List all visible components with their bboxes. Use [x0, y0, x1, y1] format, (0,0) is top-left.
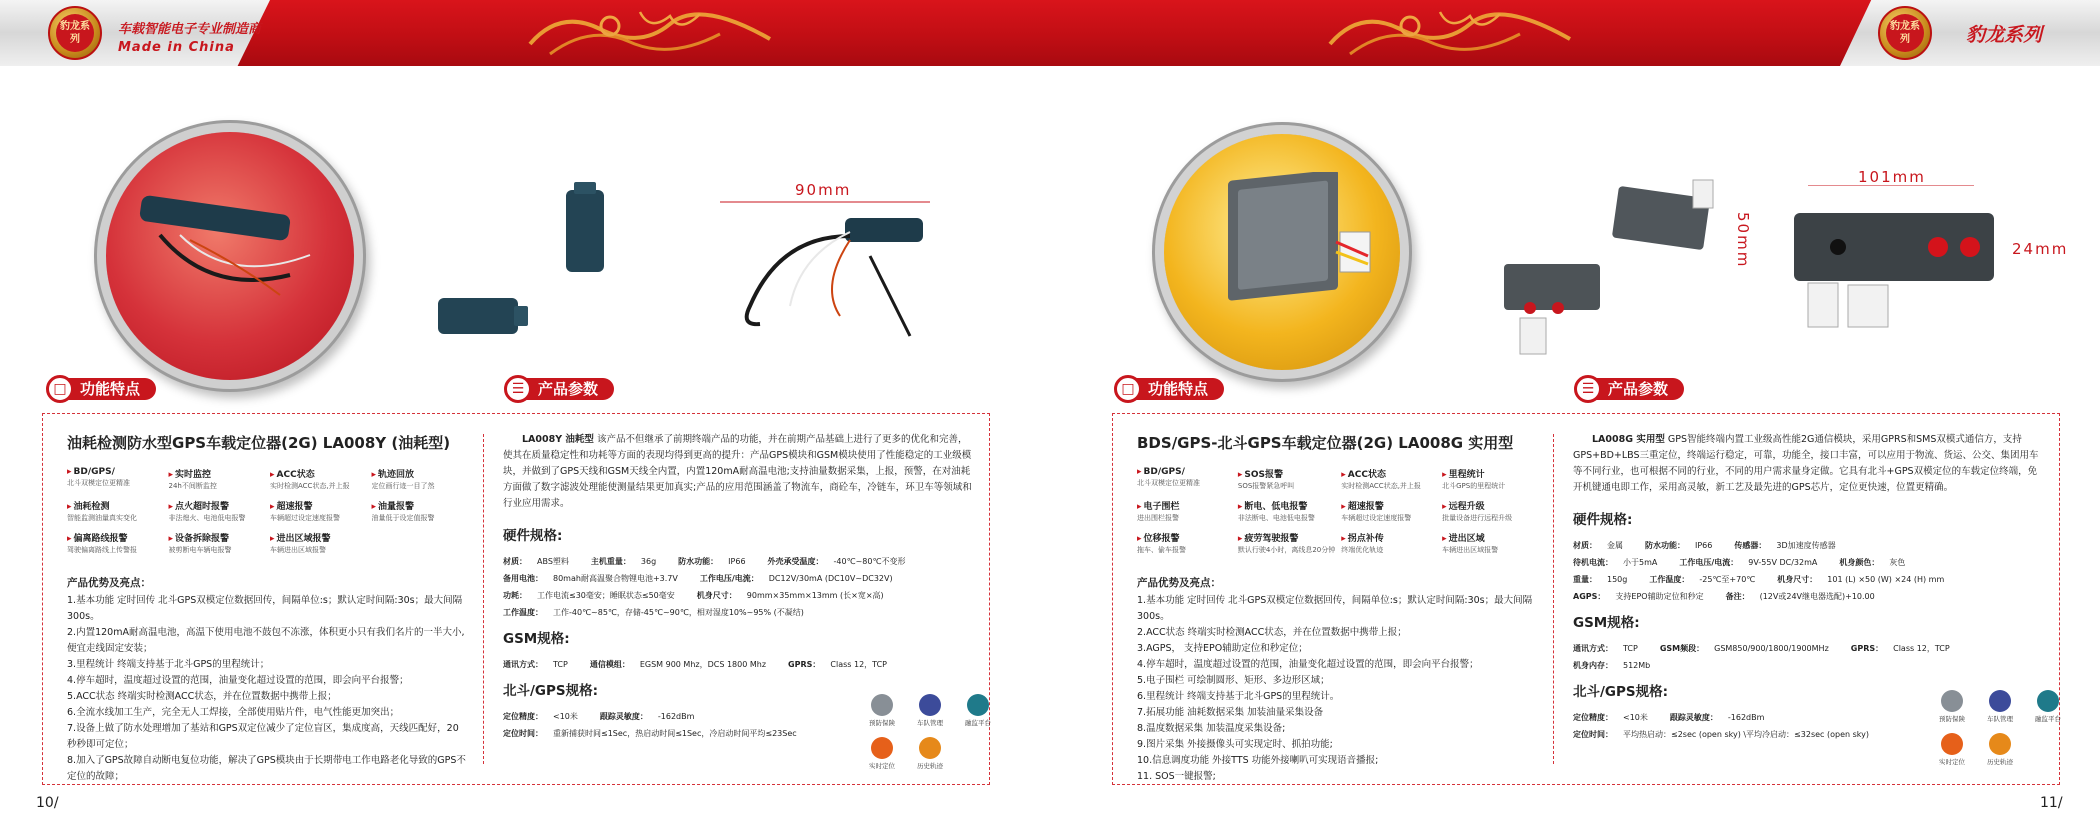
spec-key: 工作温度： — [503, 608, 543, 617]
feature-badge-icon — [2037, 690, 2059, 712]
spec-value: 灰色 — [1889, 558, 1906, 567]
list-icon: ☰ — [1574, 375, 1602, 403]
app-feature-label: 车队管理 — [1987, 715, 2013, 723]
advantages-list — [1137, 593, 1537, 785]
spec-key: 跟踪灵敏度： — [1669, 713, 1718, 722]
app-feature-label: 融监平台 — [965, 719, 991, 727]
feature-desc: 北斗双模定位更精准 — [1137, 479, 1200, 487]
intro-model: LA008Y 油耗型 — [522, 434, 594, 445]
feature-item — [1137, 499, 1232, 523]
hardware-spec-title: 硬件规格: — [1573, 512, 1633, 528]
gps-box-image — [1218, 172, 1388, 322]
advantage-item: 8.温度数据采集 加装温度采集设备; — [1137, 723, 1286, 734]
feature-item — [1341, 531, 1436, 555]
spec-key: 定位时间： — [1573, 730, 1613, 739]
app-feature-icon — [863, 737, 901, 770]
app-feature-icon — [2029, 690, 2067, 723]
feature-item — [1341, 467, 1436, 491]
spec-row — [1573, 537, 2043, 554]
feature-name: ▸ 疲劳驾驶报警 — [1238, 531, 1335, 544]
advantage-item: 2.ACC状态 终端实时检测ACC状态，并在位置数据中携带上报； — [1137, 627, 1407, 638]
spec-key: 跟踪灵敏度： — [599, 712, 648, 721]
feature-name: ▸ 轨迹回放 — [372, 467, 468, 480]
spec-key: 功耗： — [503, 591, 527, 600]
spec-key: 工作电压/电流： — [1679, 558, 1739, 567]
spec-row — [503, 656, 973, 673]
product-box-la008y — [42, 413, 990, 785]
advantages-title: 产品优势及亮点： — [1137, 577, 1221, 589]
dragon-ornament-icon — [520, 4, 780, 62]
spec-row — [503, 604, 973, 621]
app-feature-label: 历史轨迹 — [917, 762, 943, 770]
feature-badge-icon — [1989, 733, 2011, 755]
advantages-title: 产品优势及亮点： — [67, 577, 151, 589]
app-feature-icon — [1981, 690, 2019, 723]
spec-key: 材质： — [1573, 541, 1597, 550]
gsm-spec-table — [1573, 640, 2043, 674]
gsm-spec-title: GSM规格: — [503, 631, 570, 647]
advantage-item: 3.里程统计 终端支持基于北斗GPS的里程统计； — [67, 659, 270, 670]
feature-grid — [67, 467, 467, 555]
feature-desc: 车辆进出区域报警 — [1442, 546, 1499, 554]
tracker-device-horizontal — [434, 292, 530, 338]
spec-key: 防水功能： — [678, 557, 719, 566]
spec-value: -162dBm — [1727, 713, 1765, 722]
spec-key: 机身尺寸： — [1777, 575, 1818, 584]
slogan-cn: 车载智能电子专业制造商 — [118, 22, 262, 37]
spec-value: 支持EPO辅助定位和秒定 — [1615, 592, 1704, 601]
spec-key: 通讯方式： — [1573, 644, 1613, 653]
spec-value: -25℃至+70℃ — [1699, 575, 1756, 584]
advantage-item: 2.内置120mA耐高温电池，高温下使用电池不鼓包不冻涨，体积更小只有我们名片的一半大小,便宜走线固定安装； — [67, 627, 465, 654]
advantage-item: 11. SOS一键报警; — [1137, 771, 1216, 782]
feature-desc: 定位画行迹一目了然 — [371, 482, 435, 490]
spec-key: 重量： — [1573, 575, 1597, 584]
spec-value: <10米 — [553, 712, 578, 721]
spec-key: 待机电流： — [1573, 558, 1613, 567]
gps-box-image-small — [1500, 248, 1610, 358]
advantage-item: 10.信息调度功能 外接TTS 功能外接喇叭可实现语音播报; — [1137, 755, 1379, 766]
feature-desc: 油量低于设定值报警 — [371, 514, 435, 522]
series-title: 豹龙系列 — [1965, 24, 2042, 46]
section-header-features — [1114, 376, 1224, 402]
app-feature-label: 预防保険 — [1939, 715, 1965, 723]
spec-value: EGSM 900 Mhz，DCS 1800 Mhz — [639, 660, 767, 669]
spec-row — [503, 570, 973, 587]
dimension-height-label: 50mm — [1734, 212, 1752, 269]
feature-name: ▸ ACC状态 — [270, 467, 366, 480]
app-feature-label: 车队管理 — [917, 719, 943, 727]
feature-name: ▸ 断电、低电报警 — [1238, 499, 1335, 512]
app-feature-icon — [1933, 690, 1971, 723]
section-label: 产品参数 — [1594, 378, 1684, 400]
feature-name: ▸ 里程统计 — [1442, 467, 1537, 480]
spec-value: 36g — [640, 557, 657, 566]
product-box-la008g — [1112, 413, 2060, 785]
feature-badge-icon — [919, 737, 941, 759]
dimension-depth-label: 24mm — [2012, 240, 2069, 258]
column-divider — [483, 434, 484, 764]
spec-key: 外壳承受温度： — [767, 557, 824, 566]
cube-icon: □ — [46, 375, 74, 403]
intro-text: 该产品不但继承了前期终端产品的功能，并在前期产品基础上进行了更多的优化和完善，使其在质量稳定性和功耗等方面的表现均得到更高的提升：产品GPS模块和GSM模块使用了性能稳定的工业级模块，并做到了GPS天线和GSM天线全内置，内置120mA耐高温电池;支持油量数据采集，上报，预警，在对油耗方面做了数字滤波处理能使测量结果更加真实;产品的应用范围涵盖了物流车，商砼车，冷链车，环卫车等领域和行业应用需求。 — [503, 434, 972, 509]
spec-value: 512Mb — [1623, 661, 1651, 670]
product-title: BDS/GPS-北斗GPS车载定位器(2G) LA008G 实用型 — [1137, 434, 1514, 452]
tracker-device-image — [120, 195, 350, 315]
feature-item — [169, 531, 265, 555]
spec-key: 定位时间： — [503, 729, 543, 738]
feature-name: ▸ 偏离路线报警 — [67, 531, 163, 544]
dragon-ornament-icon — [1320, 4, 1580, 62]
spec-value: TCP — [1623, 644, 1638, 653]
spec-row — [1573, 640, 2043, 657]
logo-text: 豹龙系列 — [1886, 14, 1924, 52]
spec-value: 平均热启动：≤2sec (open sky) \平均冷启动：≤32sec (open sky) — [1623, 730, 1869, 739]
spec-value: 工作-40℃~85℃，存储-45℃~90℃，相对湿度10%~95% (不凝结) — [553, 608, 804, 617]
spec-value: GSM850/900/1800/1900MHz — [1714, 644, 1829, 653]
product-title: 油耗检测防水型GPS车载定位器(2G) LA008Y (油耗型) — [67, 434, 451, 452]
feature-badge-icon — [1989, 690, 2011, 712]
slogan-en: Made in China — [118, 40, 235, 55]
advantage-item: 6.里程统计 终端支持基于北斗GPS的里程统计。 — [1137, 691, 1340, 702]
spec-value: (12V或24V继电器选配)+10.00 — [1759, 592, 1875, 601]
spec-value: 90mm×35mm×13mm (长×宽×高) — [746, 591, 884, 600]
feature-desc: 实时检测ACC状态,并上报 — [1341, 482, 1421, 490]
feature-item — [1442, 467, 1537, 491]
feature-item — [169, 467, 265, 491]
spec-row — [1573, 657, 2043, 674]
spec-key: 材质： — [503, 557, 527, 566]
spec-key: 工作温度： — [1649, 575, 1690, 584]
feature-desc: 默认行驶4小时，离线息20分钟 — [1237, 546, 1336, 554]
feature-name: ▸ 油耗检测 — [67, 499, 163, 512]
spec-value: 金属 — [1607, 541, 1623, 550]
feature-name: ▸ 进出区域报警 — [270, 531, 366, 544]
intro-text: GPS智能终端内置工业级高性能2G通信模块，采用GPRS和SMS双模式通信方，支持GPS+BD+LBS三重定位，终端运行稳定，可靠，功能全，接口丰富，可以应用于物流、货运、公交、集团用车等不同行业，也可根据不同的行业，不同的用户需求量身定做。它具有北斗+GPS双模定位的车载定位终端，免开机键通电即工作，采用高灵敏，新工艺及最先进的GPS芯片，定位更快速，位置更精确。 — [1573, 434, 2039, 493]
feature-item — [1341, 499, 1436, 523]
spec-key: GPRS： — [788, 660, 821, 669]
advantage-item: 5.ACC状态 终端实时检测ACC状态，并在位置数据中携带上报； — [67, 691, 337, 702]
spec-value: <10米 — [1623, 713, 1648, 722]
app-feature-label: 实时定位 — [869, 762, 895, 770]
feature-item — [270, 467, 366, 491]
bd-spec-title: 北斗/GPS规格: — [503, 683, 599, 699]
feature-desc: 终端优化轨迹 — [1341, 546, 1384, 554]
spec-value: 小于5mA — [1623, 558, 1658, 567]
spec-key: AGPS： — [1573, 592, 1606, 601]
hardware-spec-table — [503, 553, 973, 621]
advantage-item: 4.停车超时，温度超过设置的范围，油量变化超过设置的范围，即会向平台报警； — [67, 675, 409, 686]
gps-box-angled-image — [1605, 172, 1719, 272]
spec-key: 备用电池： — [503, 574, 543, 583]
feature-item — [67, 499, 163, 523]
spec-value: IP66 — [728, 557, 746, 566]
app-feature-icon — [911, 694, 949, 727]
spec-value: 工作电流≤30毫安；睡眠状态≤50毫安 — [537, 591, 675, 600]
spec-row — [1573, 588, 2043, 605]
app-feature-label: 预防保険 — [869, 719, 895, 727]
spec-value: 重新捕获时间≤1Sec，热启动时间≤1Sec，冷启动时间平均≤23Sec — [553, 729, 797, 738]
spec-value: ABS塑料 — [537, 557, 569, 566]
feature-name: ▸ 超速报警 — [1341, 499, 1436, 512]
spec-value: -40℃~80℃不变形 — [833, 557, 906, 566]
advantage-item: 9.图片采集 外接摄像头可实现定时、抓拍功能; — [1137, 739, 1333, 750]
advantage-item: 5.电子围栏 可绘制圆形、矩形、多边形区域； — [1137, 675, 1330, 686]
spec-key: 定位精度： — [503, 712, 543, 721]
feature-item — [1238, 531, 1335, 555]
feature-name: ▸ 点火超时报警 — [169, 499, 265, 512]
feature-item — [372, 499, 468, 523]
advantage-item: 8.加入了GPS故障自动断电复位功能，解决了GPS模块由于长期带电工作电路老化导致的GPS不定位的故障； — [67, 755, 466, 782]
feature-desc: 车辆进出区域报警 — [270, 546, 326, 554]
spec-key: 通讯方式： — [503, 660, 543, 669]
page-number: 11/ — [2040, 795, 2063, 811]
section-header-params — [1574, 376, 1684, 402]
feature-item — [1137, 467, 1232, 491]
feature-desc: 车辆超过设定速度报警 — [1341, 514, 1412, 522]
dimension-width-label: 101mm — [1858, 168, 1926, 186]
feature-name: ▸ SOS报警 — [1238, 467, 1335, 480]
list-icon: ☰ — [504, 375, 532, 403]
feature-badge-icon — [871, 737, 893, 759]
spec-value: -162dBm — [657, 712, 695, 721]
spec-key: 工作电压/电流： — [699, 574, 759, 583]
top-banner — [0, 0, 2100, 66]
page-number: 10/ — [36, 795, 59, 811]
spec-value: 80mah耐高温聚合物锂电池+3.7V — [553, 574, 678, 583]
gsm-spec-table — [503, 656, 973, 673]
feature-desc: 实时检测ACC状态,并上报 — [270, 482, 350, 490]
spec-value: Class 12，TCP — [830, 660, 887, 669]
feature-grid — [1137, 467, 1537, 555]
section-header-params — [504, 376, 614, 402]
feature-desc: 非法断电、电池低电报警 — [1237, 514, 1315, 522]
logo-text: 豹龙系列 — [56, 14, 94, 52]
feature-desc: 进出围栏报警 — [1137, 514, 1179, 522]
hardware-spec-title: 硬件规格: — [503, 528, 563, 544]
feature-name: ▸ 位移报警 — [1137, 531, 1232, 544]
product-intro — [503, 432, 973, 512]
bd-spec-title: 北斗/GPS规格: — [1573, 684, 1669, 700]
tracker-with-cable-image — [720, 196, 930, 346]
spec-key: 防水功能： — [1645, 541, 1685, 550]
app-feature-icons — [863, 694, 1013, 770]
advantages-list — [67, 593, 467, 785]
cube-icon: □ — [1114, 375, 1142, 403]
section-label: 功能特点 — [1134, 378, 1224, 400]
features-column — [67, 432, 467, 785]
feature-desc: 智能监测油量真实变化 — [67, 514, 137, 522]
spec-key: GSM频段： — [1659, 644, 1705, 653]
feature-item — [270, 499, 366, 523]
feature-desc: 批量设备进行远程升级 — [1442, 514, 1513, 522]
spec-row — [1573, 571, 2043, 588]
spec-key: 定位精度： — [1573, 713, 1613, 722]
section-label: 产品参数 — [524, 378, 614, 400]
feature-item — [1442, 531, 1537, 555]
spec-value: 9V-55V DC/32mA — [1748, 558, 1818, 567]
spec-row — [1573, 554, 2043, 571]
feature-name: ▸ 油量报警 — [372, 499, 468, 512]
dimension-label: 90mm — [795, 181, 852, 199]
spec-row — [503, 587, 973, 604]
feature-item — [1137, 531, 1232, 555]
tracker-device-vertical — [560, 182, 610, 278]
feature-name: ▸ 远程升级 — [1442, 499, 1537, 512]
app-feature-icons — [1933, 690, 2083, 766]
spec-value: Class 12，TCP — [1893, 644, 1950, 653]
brand-logo — [48, 6, 102, 60]
app-feature-icon — [959, 694, 997, 727]
feature-name: ▸ 实时监控 — [169, 467, 265, 480]
feature-item — [67, 531, 163, 555]
advantage-item: 3.AGPS， 支持EPO辅助定位和秒定位； — [1137, 643, 1308, 654]
spec-value: 3D加速度传感器 — [1776, 541, 1836, 550]
feature-item — [169, 499, 265, 523]
feature-desc: SOS报警紧急呼叫 — [1237, 482, 1295, 490]
feature-desc: 被剪断电车辆电报警 — [168, 546, 232, 554]
brand-slogan — [118, 18, 261, 55]
advantage-item: 4.停车超时，温度超过设置的范围，油量变化超过设置的范围，即会向平台报警； — [1137, 659, 1479, 670]
feature-desc: 拖车、偷车报警 — [1137, 546, 1186, 554]
spec-value: 101 (L) ×50 (W) ×24 (H) mm — [1827, 575, 1945, 584]
feature-desc: 北斗GPS的里程统计 — [1442, 482, 1506, 490]
gps-box-front-image — [1778, 185, 2008, 335]
app-feature-icon — [863, 694, 901, 727]
feature-name: ▸ 超速报警 — [270, 499, 366, 512]
spec-value: IP66 — [1695, 541, 1713, 550]
feature-name: ▸ 电子围栏 — [1137, 499, 1232, 512]
feature-name: ▸ 拐点补传 — [1341, 531, 1436, 544]
section-label: 功能特点 — [66, 378, 156, 400]
product-intro — [1573, 432, 2043, 496]
feature-desc: 车辆超过设定速度报警 — [270, 514, 340, 522]
intro-model: LA008G 实用型 — [1592, 434, 1665, 445]
feature-desc: 北斗双模定位更精准 — [67, 479, 130, 487]
app-feature-label: 融监平台 — [2035, 715, 2061, 723]
feature-name: ▸ BD/GPS/ — [67, 467, 163, 477]
feature-name: ▸ BD/GPS/ — [1137, 467, 1232, 477]
feature-desc: 驾驶偏离路线上传警报 — [67, 546, 137, 554]
advantage-item: 7.拓展功能 油耗数据采集 加装油量采集设备 — [1137, 707, 1324, 718]
spec-key: 机身内存： — [1573, 661, 1613, 670]
spec-value: DC12V/30mA (DC10V~DC32V) — [768, 574, 893, 583]
spec-value: TCP — [553, 660, 568, 669]
feature-item — [270, 531, 366, 555]
feature-item — [1238, 467, 1335, 491]
spec-key: 主机重量： — [590, 557, 631, 566]
advantage-item: 7.设备上做了防水处理增加了基站和GPS双定位减少了定位盲区，集成度高，天线匹配好，20秒秒即可定位； — [67, 723, 459, 750]
app-feature-label: 历史轨迹 — [1987, 758, 2013, 766]
feature-item — [372, 467, 468, 491]
feature-item — [67, 467, 163, 491]
spec-row — [503, 553, 973, 570]
feature-badge-icon — [1941, 733, 1963, 755]
feature-item — [1442, 499, 1537, 523]
brand-logo-right — [1878, 6, 1932, 60]
spec-key: 通信模组： — [589, 660, 630, 669]
feature-desc: 24h不间断监控 — [168, 482, 217, 490]
feature-desc: 非法熄火、电池低电报警 — [168, 514, 246, 522]
feature-badge-icon — [919, 694, 941, 716]
app-feature-icon — [1933, 733, 1971, 766]
feature-item — [1238, 499, 1335, 523]
feature-badge-icon — [871, 694, 893, 716]
spec-key: GPRS： — [1850, 644, 1884, 653]
feature-name: ▸ 设备拆除报警 — [169, 531, 265, 544]
feature-badge-icon — [1941, 690, 1963, 712]
spec-key: 备注： — [1725, 592, 1750, 601]
feature-badge-icon — [967, 694, 989, 716]
advantage-item: 6.全流水线加工生产，完全无人工焊接，全部使用贴片件，电气性能更加突出； — [67, 707, 400, 718]
column-divider — [1553, 434, 1554, 764]
app-feature-icon — [1981, 733, 2019, 766]
spec-key: 传感器： — [1734, 541, 1767, 550]
app-feature-label: 实时定位 — [1939, 758, 1965, 766]
spec-key: 机身颜色： — [1839, 558, 1880, 567]
features-column — [1137, 432, 1537, 785]
feature-name: ▸ 进出区域 — [1442, 531, 1537, 544]
feature-name: ▸ ACC状态 — [1341, 467, 1436, 480]
hardware-spec-table — [1573, 537, 2043, 605]
spec-key: 机身尺寸： — [696, 591, 737, 600]
spec-value: 150g — [1607, 575, 1628, 584]
advantage-item: 1.基本功能 定时回传 北斗GPS双模定位数据回传，间隔单位:s；默认定时间隔:30s；最大间隔300s。 — [67, 595, 463, 622]
section-header-features — [46, 376, 156, 402]
gsm-spec-title: GSM规格: — [1573, 615, 1640, 631]
advantage-item: 1.基本功能 定时回传 北斗GPS双模定位数据回传，间隔单位:s；默认定时间隔:30s；最大间隔300s。 — [1137, 595, 1533, 622]
app-feature-icon — [911, 737, 949, 770]
